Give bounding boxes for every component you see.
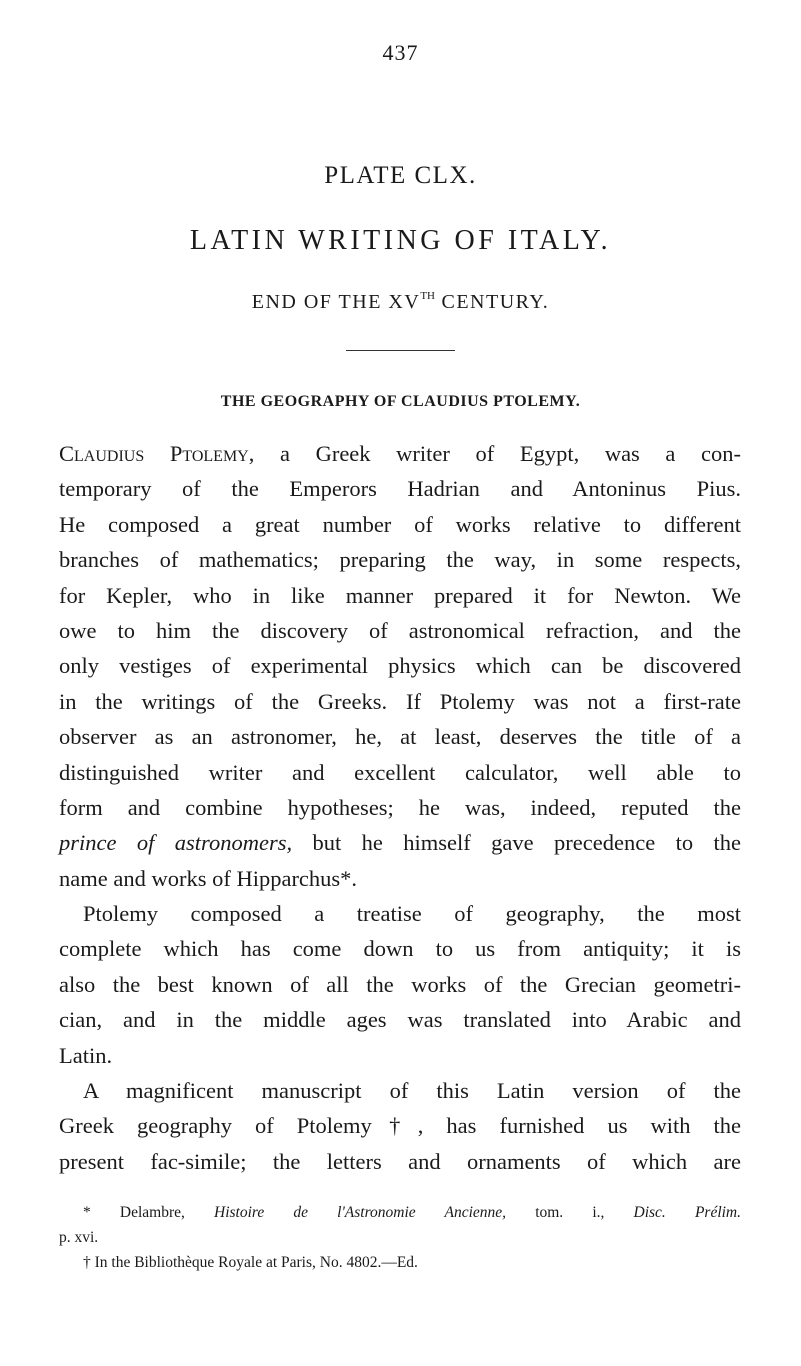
text-line: Ptolemy composed a treatise of geography, the most: [83, 901, 741, 927]
text-line: name and works of Hipparchus*.: [59, 865, 358, 891]
italic-phrase: prince of astronomers,: [59, 830, 293, 856]
text-line: present fac-simile; the letters and ornaments of which are: [59, 1148, 741, 1174]
text-line: also the best known of all the works of the Grecian geometri-: [59, 971, 741, 997]
footnote-title: Disc. Prélim.: [633, 1204, 741, 1221]
text-line: distinguished writer and excellent calculator, well able to: [59, 759, 741, 785]
plate-title: PLATE CLX.: [324, 162, 477, 189]
text-line: [59, 436, 741, 471]
paragraph-1: [59, 436, 741, 896]
divider-rule: [346, 350, 455, 351]
text-line: He composed a great number of works relative to different: [59, 511, 741, 537]
paragraph-3: [59, 1073, 741, 1179]
text-line: form and combine hypotheses; he was, indeed, reputed the: [59, 794, 741, 820]
body-text: [59, 436, 741, 1179]
paragraph-2: [59, 896, 741, 1073]
text-line: in the writings of the Greeks. If Ptolemy was not a first-rate: [59, 688, 741, 714]
text-line: complete which has come down to us from antiquity; it is: [59, 936, 741, 962]
footnote-text: * Delambre,: [83, 1204, 215, 1221]
footnotes: [59, 1200, 741, 1275]
text-line: owe to him the discovery of astronomical refraction, and the: [59, 617, 741, 643]
text-span: a Greek writer of Egypt, was a con-: [254, 441, 742, 466]
century-superscript: TH: [420, 290, 435, 302]
text-line: Latin.: [59, 1042, 113, 1068]
century-text: END OF THE XV: [251, 291, 421, 313]
text-span: but he himself gave precedence to the: [292, 830, 741, 856]
footnote-text: tom. i.,: [506, 1204, 634, 1221]
footnote-2: † In the Bibliothèque Royale at Paris, No. 4802.—Ed.: [83, 1254, 418, 1271]
main-title: LATIN WRITING OF ITALY.: [189, 225, 612, 256]
section-title: THE GEOGRAPHY OF CLAUDIUS PTOLEMY.: [220, 393, 581, 410]
page-number: 437: [382, 40, 419, 65]
text-line: cian, and in the middle ages was translated into Arabic and: [59, 1007, 741, 1033]
text-line: only vestiges of experimental physics which can be discovered: [59, 653, 741, 679]
text-line: for Kepler, who in like manner prepared it for Newton. We: [59, 582, 741, 608]
text-line: branches of mathematics; preparing the way, in some respects,: [59, 547, 741, 573]
footnote-title: Histoire de l'Astronomie Ancienne,: [214, 1204, 507, 1221]
text-line: [59, 825, 741, 860]
text-line: temporary of the Emperors Hadrian and Antoninus Pius.: [59, 476, 741, 502]
century-text-end: CENTURY.: [434, 291, 550, 313]
lead-name: Claudius Ptolemy,: [59, 441, 255, 466]
footnote-1: [59, 1200, 741, 1225]
text-line: A magnificent manuscript of this Latin version of the: [83, 1078, 741, 1104]
text-line: Greek geography of Ptolemy†, has furnished us with the: [59, 1113, 741, 1139]
footnote-1-cont: p. xvi.: [59, 1229, 99, 1246]
century-subtitle: [0, 290, 801, 314]
text-line: observer as an astronomer, he, at least, deserves the title of a: [59, 724, 741, 750]
